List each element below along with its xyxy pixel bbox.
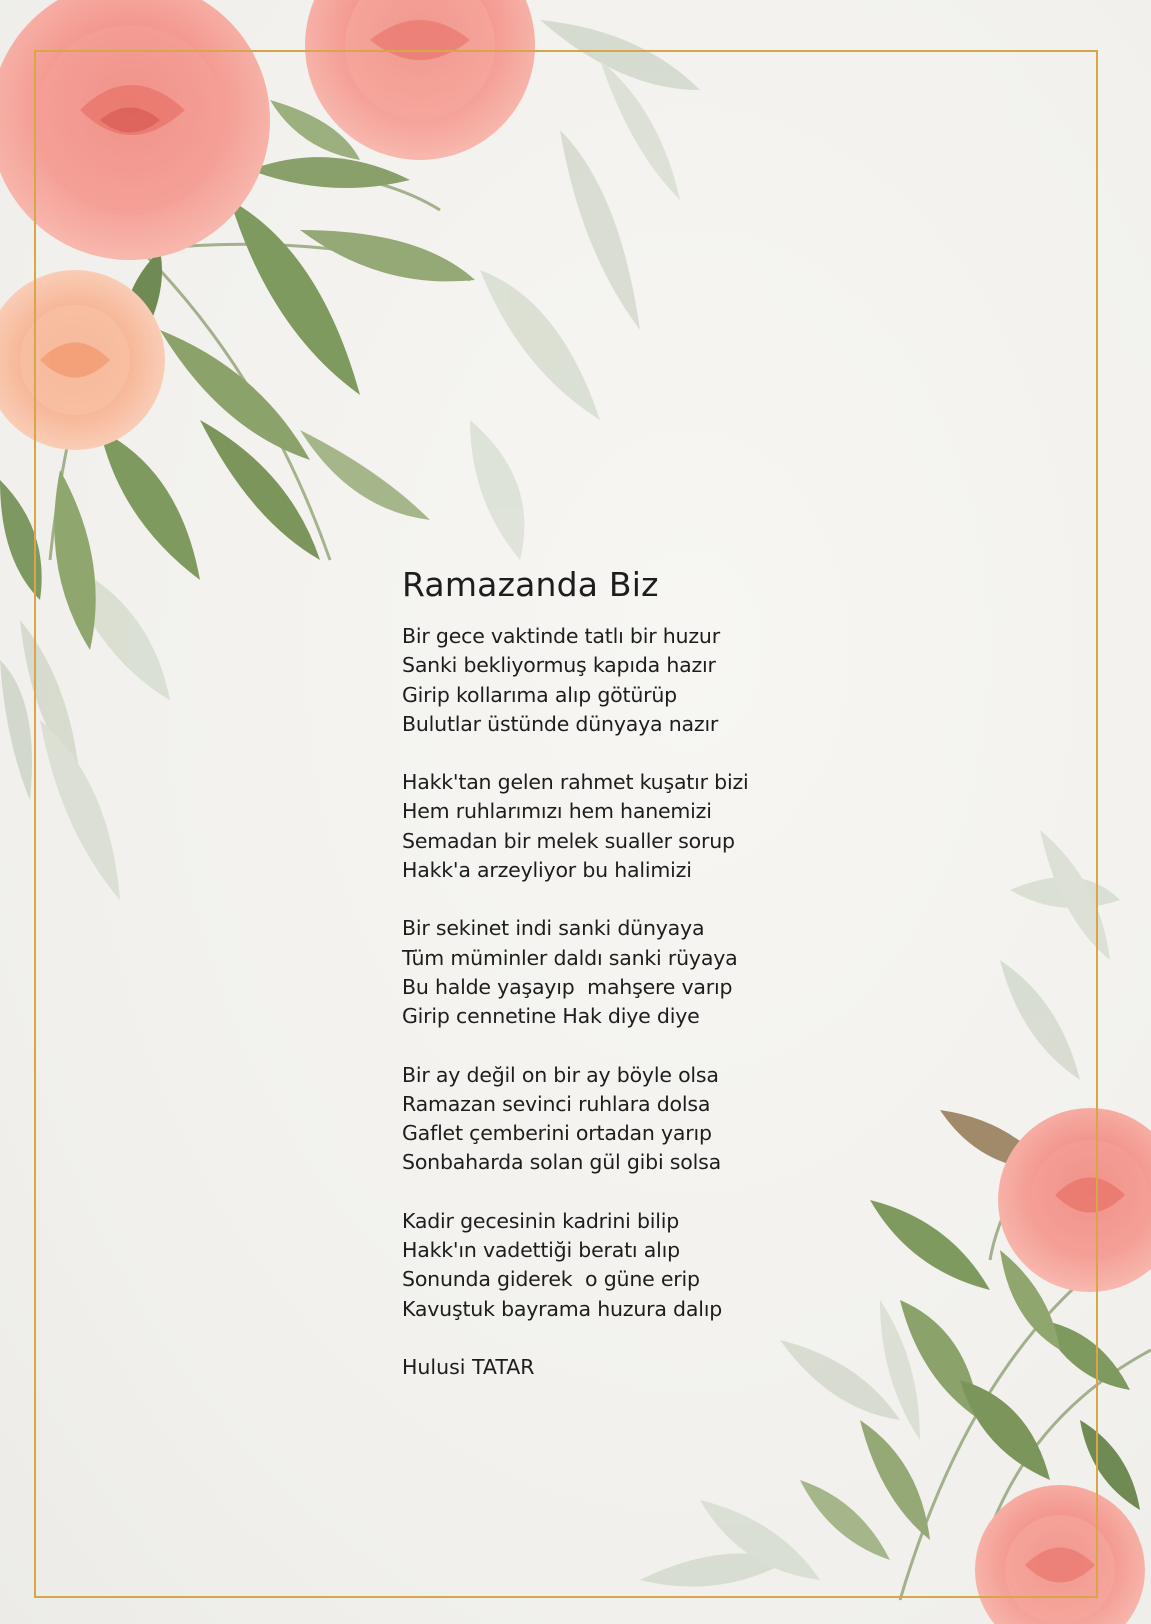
poem-line: Hakk'tan gelen rahmet kuşatır bizi bbox=[402, 770, 749, 795]
poem-line: Kavuştuk bayrama huzura dalıp bbox=[402, 1296, 723, 1321]
poem-title: Ramazanda Biz bbox=[402, 565, 659, 604]
poem-line: Sanki bekliyormuş kapıda hazır bbox=[402, 653, 716, 678]
poem-line: Gaflet çemberini ortadan yarıp bbox=[402, 1121, 712, 1146]
poem bbox=[402, 566, 822, 1382]
poem-line: Hakk'ın vadettiği beratı alıp bbox=[402, 1237, 680, 1262]
poem-line: Sonbaharda solan gül gibi solsa bbox=[402, 1150, 721, 1175]
poem-line: Ramazan sevinci ruhlara dolsa bbox=[402, 1091, 711, 1116]
stanza-5 bbox=[402, 1207, 822, 1324]
poem-line: Semadan bir melek sualler sorup bbox=[402, 828, 735, 853]
poem-line: Bu halde yaşayıp mahşere varıp bbox=[402, 974, 733, 999]
poem-line: Hem ruhlarımızı hem hanemizi bbox=[402, 799, 712, 824]
poem-line: Bulutlar üstünde dünyaya nazır bbox=[402, 711, 719, 736]
poem-line: Bir ay değil on bir ay böyle olsa bbox=[402, 1062, 719, 1087]
stanza-1 bbox=[402, 622, 822, 739]
poem-line: Tüm müminler daldı sanki rüyaya bbox=[402, 945, 738, 970]
stanza-4 bbox=[402, 1061, 822, 1178]
poem-line: Hakk'a arzeyliyor bu halimizi bbox=[402, 858, 692, 883]
stanza-3 bbox=[402, 914, 822, 1031]
poem-author: Hulusi TATAR bbox=[402, 1354, 535, 1379]
poem-line: Bir sekinet indi sanki dünyaya bbox=[402, 916, 705, 941]
stanza-2 bbox=[402, 768, 822, 885]
poem-line: Sonunda giderek o güne erip bbox=[402, 1267, 700, 1292]
poem-line: Kadir gecesinin kadrini bilip bbox=[402, 1208, 680, 1233]
poem-line: Girip kollarıma alıp götürüp bbox=[402, 682, 677, 707]
poem-line: Bir gece vaktinde tatlı bir huzur bbox=[402, 623, 720, 648]
poem-line: Girip cennetine Hak diye diye bbox=[402, 1004, 700, 1029]
